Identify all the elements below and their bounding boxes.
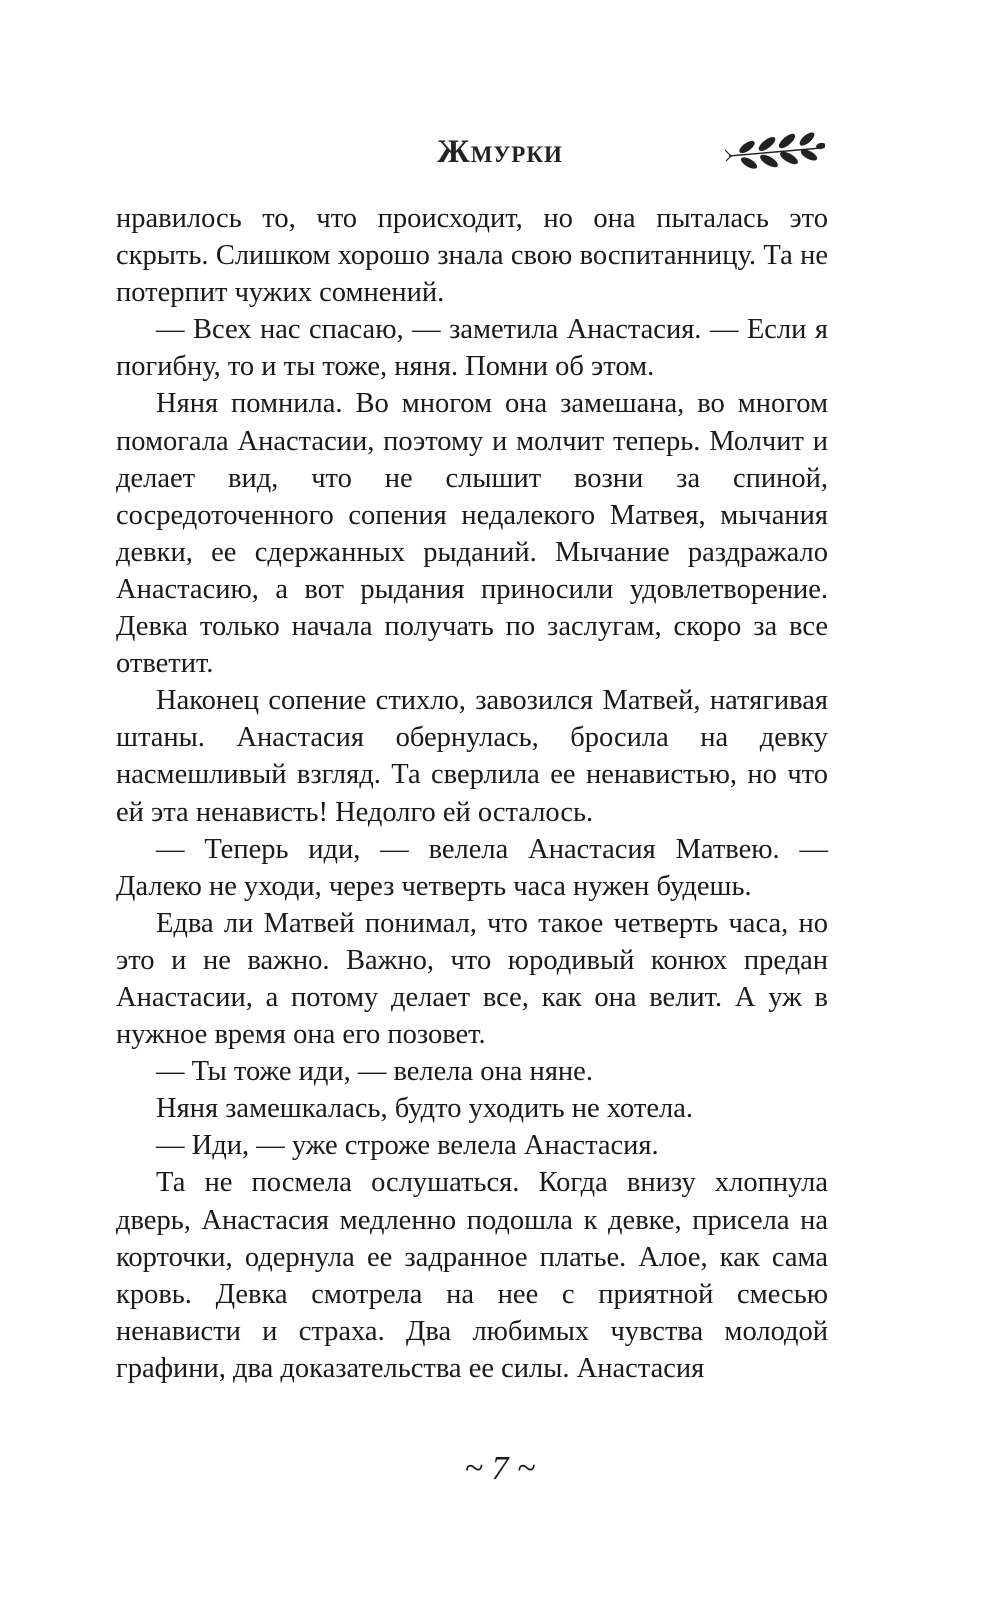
paragraph: — Теперь иди, — велела Анастасия Матвею. — Далеко не уходи, через четверть часа нужен будешь. xyxy=(116,833,828,902)
body-text xyxy=(116,200,828,1387)
paragraph: Няня помнила. Во многом она замешана, во многом помогала Анастасии, поэтому и молчит теперь. Молчит и делает вид, что не слышит возни за спиной, сосредоточенного сопения недалекого Матвея, мычания девки, ее сдержанных рыданий. Мычание раздражало Анастасию, а вот рыдания приносили удовлетворение. Девка только начала получать по заслугам, скоро за все ответит. xyxy=(116,388,828,680)
paragraph: Та не посмела ослушаться. Когда внизу хлопнула дверь, Анастасия медленно подошла к девке, присела на корточки, одернула ее задранное платье. Алое, как сама кровь. Девка смотрела на нее с приятной смесью ненависти и страха. Два любимых чувства молодой графини, два доказательства ее силы. Анастасия xyxy=(116,1167,828,1384)
page-number: ~ 7 ~ xyxy=(464,1450,536,1487)
page-header xyxy=(0,128,1000,178)
leaf-branch-icon xyxy=(725,130,825,174)
paragraph: Едва ли Матвей понимал, что такое четверть часа, но это и не важно. Важно, что юродивый конюх предан Анастасии, а потому делает все, как она велит. А уж в нужное время она его позовет. xyxy=(116,907,828,1051)
paragraph: — Иди, — уже строже велела Анастасия. xyxy=(156,1130,659,1162)
running-title: Жмурки xyxy=(437,134,563,170)
paragraph: — Ты тоже иди, — велела она няне. xyxy=(156,1056,593,1088)
paragraph: Наконец сопение стихло, завозился Матвей, натягивая штаны. Анастасия обернулась, бросила на девку насмешливый взгляд. Та сверлила ее ненавистью, но что ей эта ненависть! Недолго ей осталось. xyxy=(116,685,828,828)
paragraph: Няня замешкалась, будто уходить не хотела. xyxy=(156,1093,693,1125)
paragraph: — Всех нас спасаю, — заметила Анастасия. — Если я погибну, то и ты тоже, няня. Помни об этом. xyxy=(116,314,828,383)
paragraph: нравилось то, что происходит, но она пыталась это скрыть. Слишком хорошо знала свою воспитанницу. Та не потерпит чужих сомнений. xyxy=(116,203,828,309)
